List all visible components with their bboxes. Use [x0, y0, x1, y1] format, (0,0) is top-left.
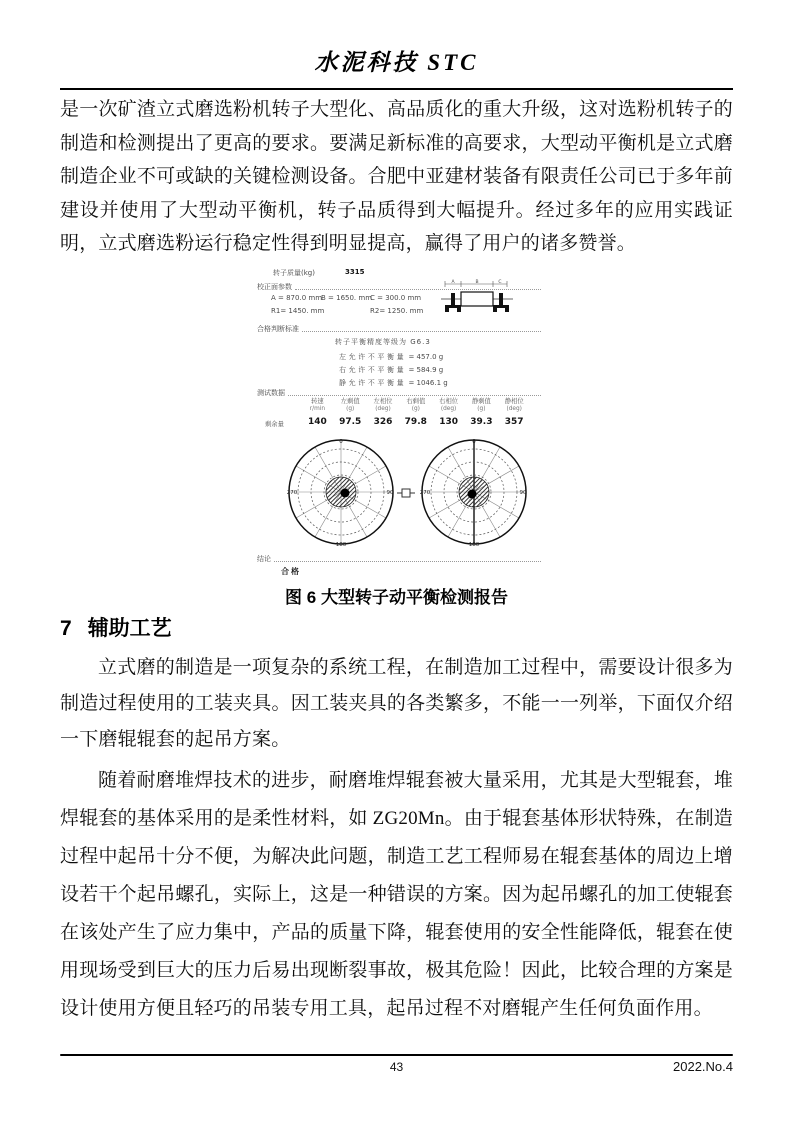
- paragraph-2: 立式磨的制造是一项复杂的系统工程，在制造加工过程中，需要设计很多为制造过程使用的工装夹具。因工装夹具的各类繁多，不能一一列举，下面仅介绍一下磨辊辊套的起吊方案。: [60, 657, 733, 750]
- dim-b: B = 1650. mm: [321, 294, 373, 302]
- correction-section-label: 校正面参数: [257, 283, 292, 291]
- col-name-left-value: 左剩值: [340, 398, 360, 405]
- polar-label-90: 90: [386, 490, 394, 496]
- allowable-right: [339, 365, 443, 375]
- schematic-label-a: A: [451, 280, 455, 285]
- conclusion-section-label: 结论: [257, 555, 271, 563]
- polar-label-180: 180: [468, 542, 480, 548]
- polar-label-270: 270: [419, 490, 431, 496]
- dim-c: C = 300.0 mm: [370, 294, 422, 302]
- value-speed: 140: [308, 417, 327, 427]
- criteria-section-label: 合格判断标准: [257, 325, 299, 333]
- col-unit-speed: r/min: [309, 406, 326, 412]
- dim-a: A = 870.0 mm: [271, 294, 323, 302]
- schematic-label-c: C: [498, 280, 502, 285]
- value-right-phase: 130: [439, 417, 458, 427]
- footer-rule: [60, 1054, 733, 1056]
- polar-plot-left-plane: [285, 436, 397, 548]
- polar-label-0: 0: [339, 439, 343, 445]
- col-unit-right-phase: (deg): [440, 406, 457, 412]
- schematic-label-b: B: [475, 280, 479, 285]
- col-unit-right-value: (g): [411, 406, 420, 412]
- rotor-schematic-icon: [437, 278, 517, 316]
- value-left-value: 97.5: [339, 417, 362, 427]
- mini-rotor-icon: [396, 486, 416, 500]
- col-name-right-phase: 右相位: [439, 398, 459, 405]
- col-name-static-phase: 静相位: [504, 398, 524, 405]
- value-right-value: 79.8: [404, 417, 427, 427]
- allowable-right-value: = 584.9 g: [408, 366, 444, 374]
- balance-grade-line: 转子平衡精度等级为 G6.3: [335, 338, 431, 346]
- allowable-left: [339, 352, 443, 362]
- section-heading: [60, 612, 172, 642]
- col-unit-static-value: (g): [477, 406, 486, 412]
- value-static-value: 39.3: [470, 417, 493, 427]
- dotted-rule: [302, 330, 541, 332]
- value-static-phase: 357: [504, 417, 524, 427]
- page-number: 43: [389, 1060, 404, 1074]
- col-name-speed: 转速: [311, 398, 324, 405]
- allowable-left-value: = 457.0 g: [408, 353, 444, 361]
- table-row-label: 剩余量: [265, 421, 284, 428]
- header-rule: [60, 88, 733, 90]
- test-data-section-label: 测试数据: [257, 389, 285, 397]
- paragraph-3: 随着耐磨堆焊技术的进步，耐磨堆焊辊套被大量采用，尤其是大型辊套，堆焊辊套的基体采用的是柔性材料，如 ZG20Mn。由于辊套基体形状特殊，在制造过程中起吊十分不便，为解决此问题，制造工艺工程师易在辊套基体的周边上增设若干个起吊螺孔，实际上，这是一种错误的方案。因为起吊螺孔的加工使辊套在该处产生了应力集中，产品的质量下降，辊套使用的安全性能降低，辊套在使用现场受到巨大的压力后易出现断裂事故，极其危险！因此，比较合理的方案是设计使用方便且轻巧的吊装专用工具，起吊过程不对磨辊产生任何负面作用。: [60, 770, 733, 1019]
- table-corner: [265, 396, 301, 405]
- figure-caption: 图 6 大型转子动平衡检测报告: [285, 588, 508, 607]
- allowable-static-value: = 1046.1 g: [408, 379, 448, 387]
- dotted-rule: [274, 560, 541, 562]
- rotor-mass-value: 3315: [345, 268, 365, 276]
- table-corner: [265, 406, 301, 412]
- section-title: 辅助工艺: [87, 617, 172, 640]
- polar-plot-right-plane: [418, 436, 530, 548]
- allowable-static-label: 静允许不平衡量: [339, 379, 407, 387]
- col-unit-static-phase: (deg): [506, 406, 522, 412]
- paragraph-1: 是一次矿渣立式磨选粉机转子大型化、高品质化的重大升级，这对选粉机转子的制造和检测提出了更高的要求。要满足新标准的高要求，大型动平衡机是立式磨制造企业不可或缺的关键检测设备。合肥中亚建材装备有限责任公司已于多年前建设并使用了大型动平衡机，转子品质得到大幅提升。经过多年的应用实践证明，立式磨选粉运行稳定性得到明显提高，赢得了用户的诸多赞誉。: [60, 99, 733, 255]
- allowable-left-label: 左允许不平衡量: [339, 353, 407, 361]
- issue-label: 2022.No.4: [673, 1059, 733, 1074]
- polar-label-270: 270: [286, 490, 298, 496]
- journal-title: 水泥科技 STC: [314, 50, 479, 75]
- measurement-table: [265, 396, 531, 428]
- balance-report-figure: [253, 264, 545, 580]
- col-unit-left-phase: (deg): [375, 406, 391, 412]
- allowable-right-label: 右允许不平衡量: [339, 366, 407, 374]
- col-name-left-phase: 左相位: [373, 398, 393, 405]
- section-number: 7: [60, 617, 72, 640]
- col-unit-left-value: (g): [346, 406, 355, 412]
- allowable-static: [339, 378, 448, 388]
- verdict-text: 合格: [281, 567, 301, 576]
- dim-r2: R2= 1250. mm: [370, 307, 424, 315]
- polar-label-180: 180: [335, 542, 347, 548]
- dim-r1: R1= 1450. mm: [271, 307, 325, 315]
- conclusion-section-rule: [257, 554, 541, 564]
- criteria-section-rule: [257, 324, 541, 334]
- col-name-right-value: 右剩值: [406, 398, 426, 405]
- polar-label-0: 0: [472, 439, 476, 445]
- rotor-mass-label: 转子质量(kg): [273, 269, 315, 277]
- polar-label-90: 90: [519, 490, 527, 496]
- value-left-phase: 326: [373, 417, 393, 427]
- col-name-static-value: 静剩值: [471, 398, 491, 405]
